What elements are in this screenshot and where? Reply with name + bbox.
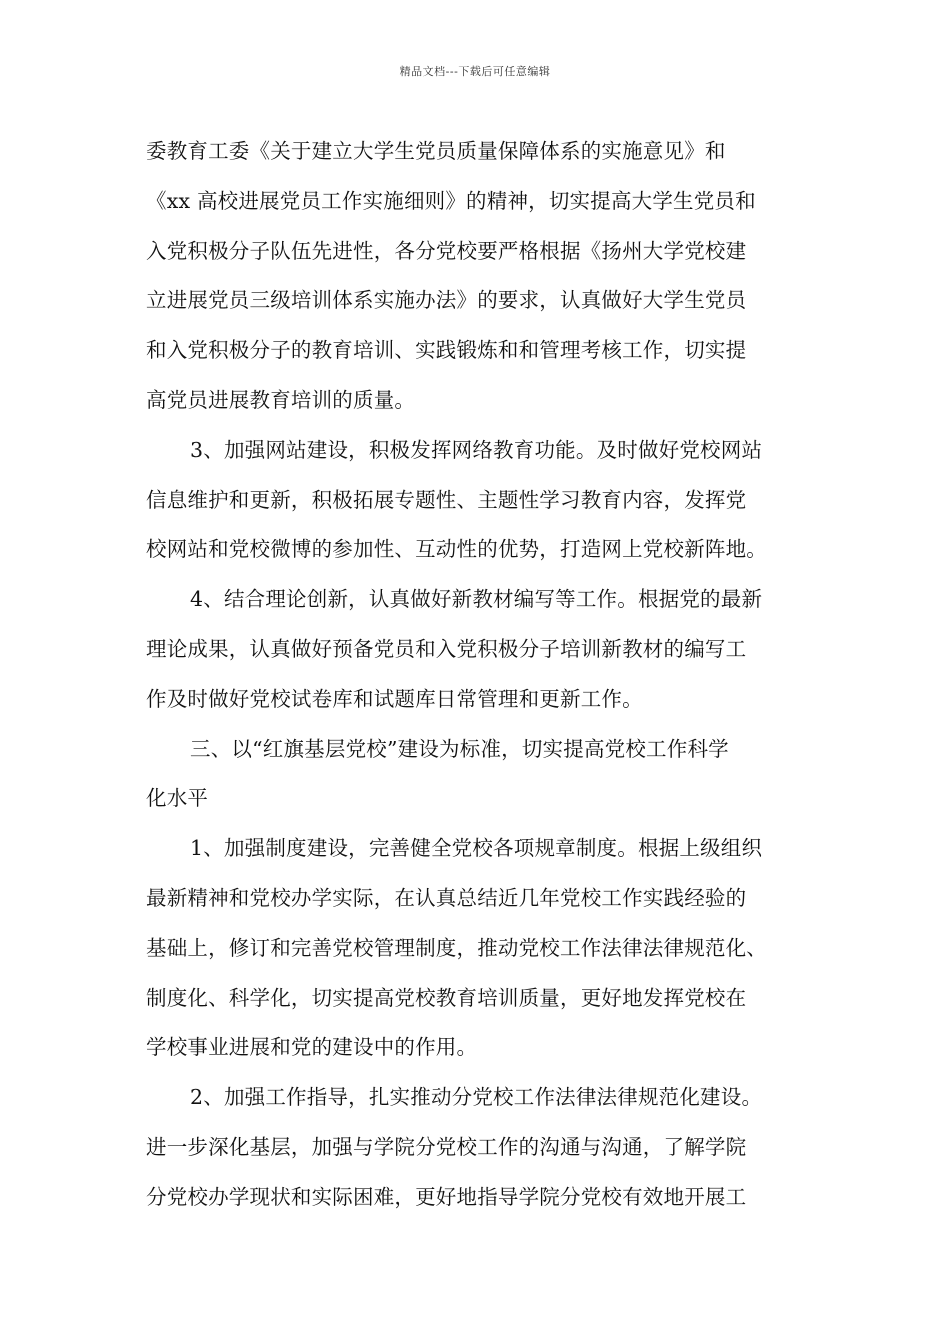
- text-line: 立进展党员三级培训体系实施办法》的要求，认真做好大学生党员: [146, 288, 747, 313]
- text-line: 学校事业进展和党的建设中的作用。: [146, 1035, 478, 1060]
- text-line: 分党校办学现状和实际困难，更好地指导学院分党校有效地开展工: [146, 1184, 747, 1209]
- paragraph-start-line: 1、加强制度建设，完善健全党校各项规章制度。根据上级组织: [190, 836, 763, 861]
- text-line: 制度化、科学化，切实提高党校教育培训质量，更好地发挥党校在: [146, 985, 747, 1010]
- document-body: [146, 127, 822, 1223]
- text-line: 进一步深化基层，加强与学院分党校工作的沟通与沟通，了解学院: [146, 1134, 747, 1159]
- paragraph-start-line: 3、加强网站建设，积极发挥网络教育功能。及时做好党校网站: [190, 437, 763, 462]
- text-line: 委教育工委《关于建立大学生党员质量保障体系的实施意见》和: [146, 139, 726, 163]
- text-line: 最新精神和党校办学实际，在认真总结近几年党校工作实践经验的: [146, 885, 747, 910]
- text-line: 入党积极分子队伍先进性，各分党校要严格根据《扬州大学党校建: [146, 238, 747, 263]
- text-line: 信息维护和更新，积极拓展专题性、主题性学习教育内容，发挥党: [146, 487, 747, 512]
- text-line: 校网站和党校微博的参加性、互动性的优势，打造网上党校新阵地。: [146, 537, 767, 562]
- text-line: 和入党积极分子的教育培训、实践锻炼和和管理考核工作，切实提: [146, 338, 747, 363]
- paragraph-start-line: 4、结合理论创新，认真做好新教材编写等工作。根据党的最新: [190, 587, 763, 612]
- paragraph-start-line: 2、加强工作指导，扎实推动分党校工作法律法律规范化建设。: [190, 1085, 763, 1110]
- section-heading-line: 化水平: [146, 786, 209, 811]
- section-heading-line: 三、以“红旗基层党校”建设为标准，切实提高党校工作科学: [190, 736, 729, 761]
- text-line: 高党员进展教育培训的质量。: [146, 387, 416, 412]
- text-line: 《xx 高校进展党员工作实施细则》的精神，切实提高大学生党员和: [146, 188, 756, 213]
- text-line: 基础上，修订和完善党校管理制度，推动党校工作法律法律规范化、: [146, 935, 767, 960]
- text-line: 作及时做好党校试卷库和试题库日常管理和更新工作。: [146, 686, 643, 711]
- page-header: 精品文档---下载后可任意编辑: [399, 65, 551, 78]
- text-line: 理论成果，认真做好预备党员和入党积极分子培训新教材的编写工: [146, 636, 747, 661]
